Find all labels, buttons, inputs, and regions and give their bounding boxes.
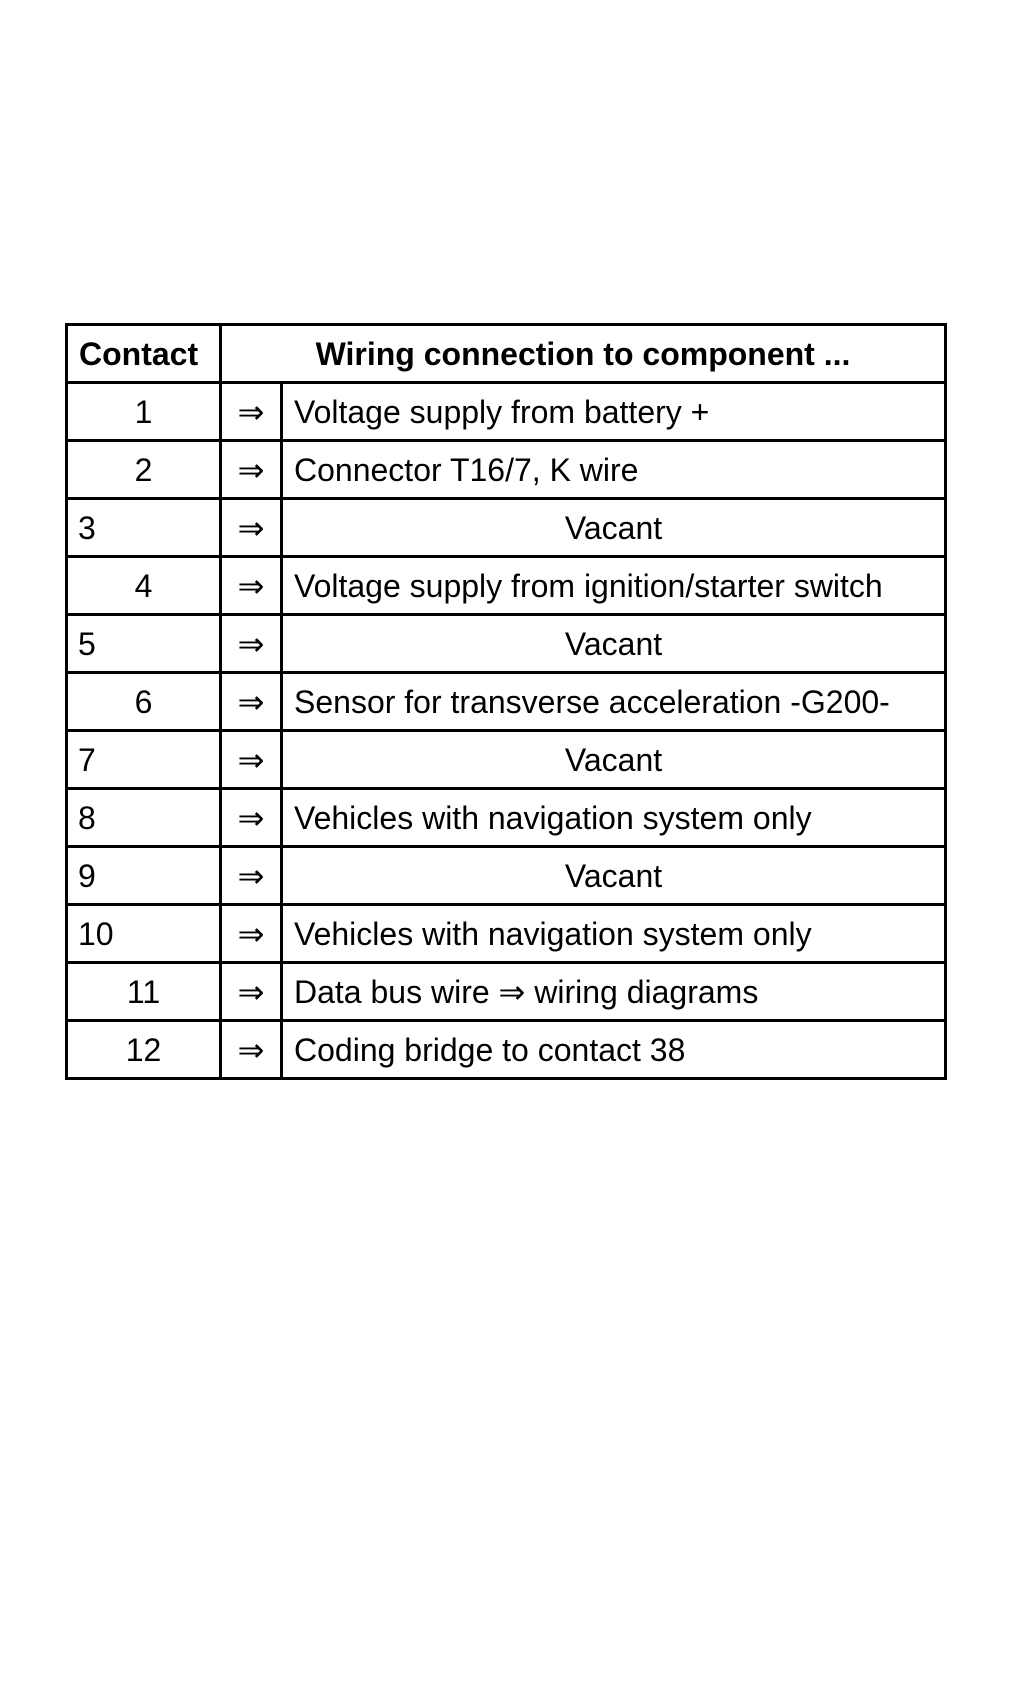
connection-description: Connector T16/7, K wire (282, 441, 946, 499)
arrow-icon: ⇒ (221, 847, 282, 905)
contact-number: 10 (67, 905, 221, 963)
arrow-icon: ⇒ (221, 499, 282, 557)
arrow-icon: ⇒ (221, 731, 282, 789)
arrow-icon: ⇒ (221, 905, 282, 963)
table-row (67, 441, 946, 499)
table-row (67, 499, 946, 557)
table-row (67, 963, 946, 1021)
table-row (67, 731, 946, 789)
contact-number: 11 (67, 963, 221, 1021)
contact-number: 9 (67, 847, 221, 905)
contact-number: 7 (67, 731, 221, 789)
contact-number: 12 (67, 1021, 221, 1079)
connection-description: Vehicles with navigation system only (282, 789, 946, 847)
connection-description: Coding bridge to contact 38 (282, 1021, 946, 1079)
connection-description: Vacant (282, 847, 946, 905)
arrow-icon: ⇒ (221, 1021, 282, 1079)
contact-number: 2 (67, 441, 221, 499)
contact-number: 1 (67, 383, 221, 441)
contact-number: 3 (67, 499, 221, 557)
arrow-icon: ⇒ (221, 615, 282, 673)
table-header-row (67, 325, 946, 383)
table-row (67, 557, 946, 615)
connection-description: Vacant (282, 499, 946, 557)
header-wiring-connection: Wiring connection to component ... (221, 325, 946, 383)
connection-description: Vehicles with navigation system only (282, 905, 946, 963)
arrow-icon: ⇒ (221, 557, 282, 615)
connection-description: Voltage supply from battery + (282, 383, 946, 441)
connection-description: Vacant (282, 731, 946, 789)
arrow-icon: ⇒ (221, 383, 282, 441)
arrow-icon: ⇒ (221, 789, 282, 847)
table-row (67, 847, 946, 905)
contact-number: 8 (67, 789, 221, 847)
connection-description: Vacant (282, 615, 946, 673)
connection-description: Data bus wire ⇒ wiring diagrams (282, 963, 946, 1021)
arrow-icon: ⇒ (221, 441, 282, 499)
arrow-icon: ⇒ (221, 673, 282, 731)
table-row (67, 1021, 946, 1079)
header-contact: Contact (67, 325, 221, 383)
wiring-table (65, 323, 947, 1080)
connection-description: Voltage supply from ignition/starter switch (282, 557, 946, 615)
table-row (67, 673, 946, 731)
contact-number: 4 (67, 557, 221, 615)
table-row (67, 383, 946, 441)
table-row (67, 789, 946, 847)
connection-description: Sensor for transverse acceleration -G200- (282, 673, 946, 731)
table-row (67, 905, 946, 963)
arrow-icon: ⇒ (221, 963, 282, 1021)
contact-number: 5 (67, 615, 221, 673)
table-row (67, 615, 946, 673)
contact-number: 6 (67, 673, 221, 731)
